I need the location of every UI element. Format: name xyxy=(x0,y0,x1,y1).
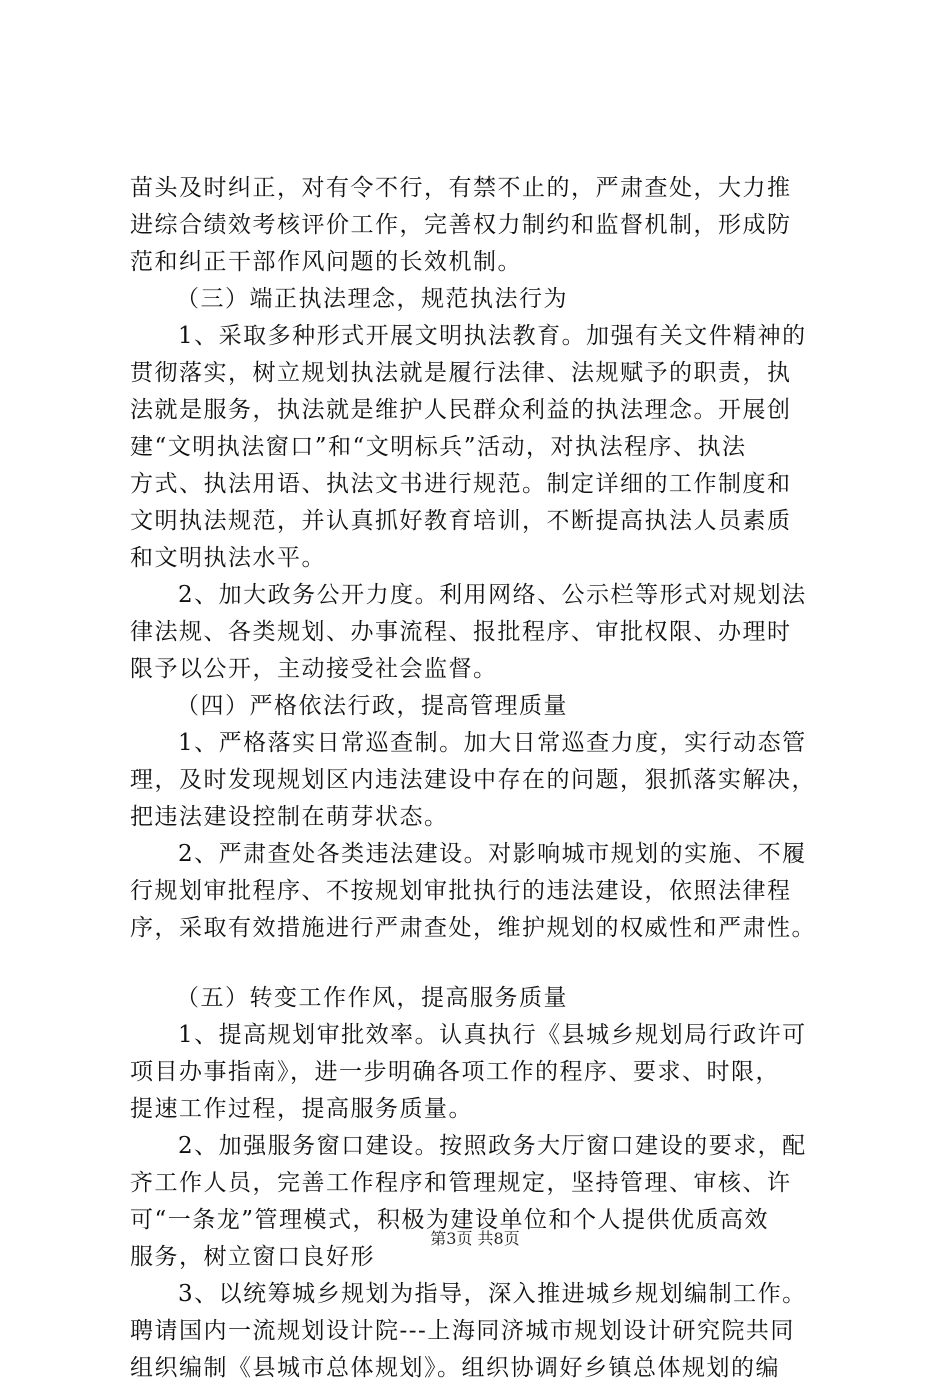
body-text-line: 提速工作过程，提高服务质量。 xyxy=(130,1096,473,1122)
body-text-line: 序，采取有效措施进行严肃查处，维护规划的权威性和严肃性。 xyxy=(130,915,816,941)
body-text-line: 法就是服务，执法就是维护人民群众利益的执法理念。开展创 xyxy=(130,397,792,423)
body-text-line: 进综合绩效考核评价工作，完善权力制约和监督机制，形成防 xyxy=(130,212,792,238)
body-text-line: 和文明执法水平。 xyxy=(130,545,326,571)
paragraph-start: 2、严肃查处各类违法建设。对影响城市规划的实施、不履 xyxy=(178,841,807,867)
document-body xyxy=(130,170,830,1387)
body-text-line: 律法规、各类规划、办事流程、报批程序、审批权限、办理时 xyxy=(130,619,792,645)
body-text-line: 范和纠正干部作风问题的长效机制。 xyxy=(130,249,522,275)
body-text-line: 服务，树立窗口良好形 xyxy=(130,1244,375,1270)
body-text-line: 组织编制《县城市总体规划》。组织协调好乡镇总体规划的编 xyxy=(130,1355,780,1381)
paragraph-start: 3、以统筹城乡规划为指导，深入推进城乡规划编制工作。 xyxy=(178,1281,807,1307)
page-number-footer: 第3页 共8页 xyxy=(430,1229,520,1248)
body-text-line: 限予以公开，主动接受社会监督。 xyxy=(130,656,498,682)
paragraph-start: 1、采取多种形式开展文明执法教育。加强有关文件精神的 xyxy=(178,323,807,349)
blank-line xyxy=(130,947,830,980)
body-text-line: 理，及时发现规划区内违法建设中存在的问题，狠抓落实解决， xyxy=(130,767,816,793)
paragraph-start: 1、严格落实日常巡查制。加大日常巡查力度，实行动态管 xyxy=(178,730,807,756)
paragraph-start: 1、提高规划审批效率。认真执行《县城乡规划局行政许可 xyxy=(178,1022,807,1048)
section-heading-4: （四）严格依法行政，提高管理质量 xyxy=(176,693,568,719)
body-text-line: 把违法建设控制在萌芽状态。 xyxy=(130,804,449,830)
paragraph-start: 2、加大政务公开力度。利用网络、公示栏等形式对规划法 xyxy=(178,582,807,608)
section-heading-5: （五）转变工作作风，提高服务质量 xyxy=(176,985,568,1011)
section-heading-3: （三）端正执法理念，规范执法行为 xyxy=(176,286,568,312)
body-text-line: 建“文明执法窗口”和“文明标兵”活动，对执法程序、执法 xyxy=(130,434,747,460)
body-text-line: 文明执法规范，并认真抓好教育培训，不断提高执法人员素质 xyxy=(130,508,792,534)
body-text-line: 贯彻落实，树立规划执法就是履行法律、法规赋予的职责，执 xyxy=(130,360,792,386)
body-text-line: 方式、执法用语、执法文书进行规范。制定详细的工作制度和 xyxy=(130,471,792,497)
paragraph-start: 2、加强服务窗口建设。按照政务大厅窗口建设的要求，配 xyxy=(178,1133,807,1159)
body-text-line: 苗头及时纠正，对有令不行，有禁不止的，严肃查处，大力推 xyxy=(130,175,792,201)
body-text-line: 齐工作人员，完善工作程序和管理规定，坚持管理、审核、许 xyxy=(130,1170,792,1196)
body-text-line: 项目办事指南》，进一步明确各项工作的程序、要求、时限， xyxy=(130,1059,780,1085)
body-text-line: 可“一条龙”管理模式，积极为建设单位和个人提供优质高效 xyxy=(130,1207,770,1233)
body-text-line: 行规划审批程序、不按规划审批执行的违法建设，依照法律程 xyxy=(130,878,792,904)
body-text-line: 聘请国内一流规划设计院---上海同济城市规划设计研究院共同 xyxy=(130,1318,795,1344)
